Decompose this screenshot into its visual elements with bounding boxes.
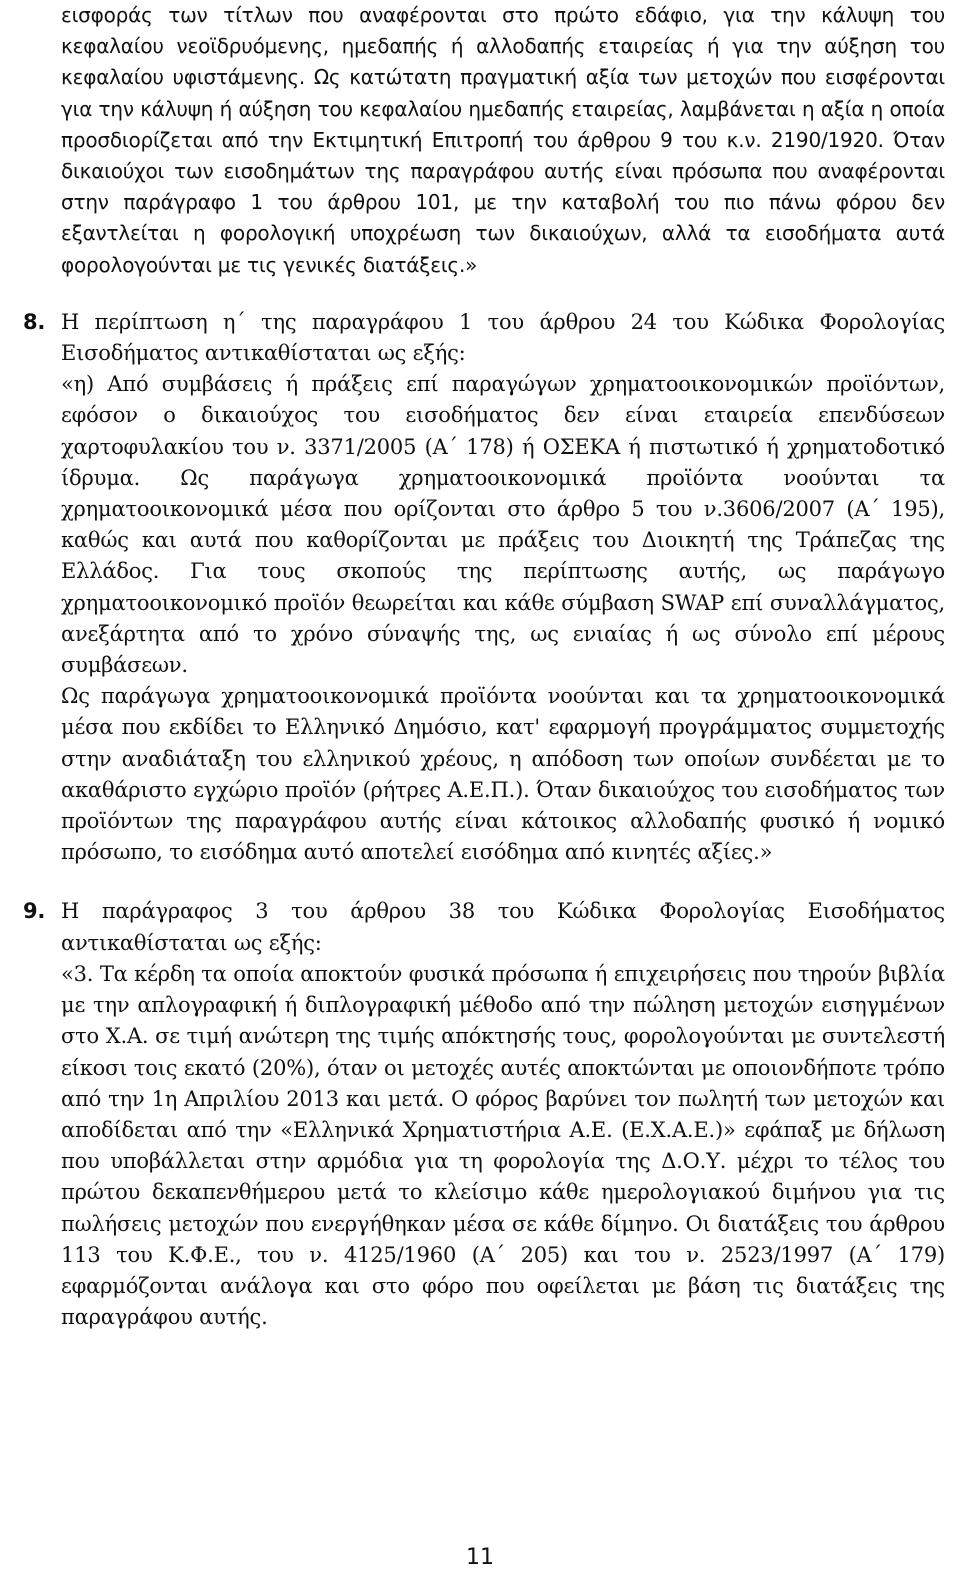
item-intro: Η περίπτωση η΄ της παραγράφου 1 του άρθρου 24 του Κώδικα Φορολογίας Εισοδήματος αντικαθίσταται ως εξής: (61, 309, 945, 366)
page-number: 11 (466, 1545, 494, 1570)
continued-paragraph (61, 0, 945, 281)
continued-paragraph-text: εισφοράς των τίτλων που αναφέρονται στο πρώτο εδάφιο, για την κάλυψη του κεφαλαίου νεοϊδρυόμενης, ημεδαπής ή αλλοδαπής εταιρείας ή για την αύξηση του κεφαλαίου υφιστάμενης. Ως κατώτατη πραγματική αξία των μετοχών που εισφέρονται για την κάλυψη ή αύξηση του κεφαλαίου ημεδαπής εταιρείας, λαμβάνεται η αξία η οποία προσδιορίζεται από την Εκτιμητική Επιτροπή του άρθρου 9 του κ.ν. 2190/1920. Όταν δικαιούχοι των εισοδημάτων της παραγράφου αυτής είναι πρόσωπα που αναφέρονται στην παράγραφο 1 του άρθρου 101, με την καταβολή του πιο πάνω φόρου δεν εξαντλείται η φορολογική υποχρέωση των δικαιούχων, αλλά τα εισοδήματα αυτά φορολογούνται με τις γενικές διατάξεις.» (61, 3, 945, 277)
page-body (23, 0, 945, 1333)
item-number: 9. (23, 899, 46, 924)
item-paragraph: «η) Από συμβάσεις ή πράξεις επί παραγώγων χρηματοοικονομικών προϊόντων, εφόσον ο δικαιούχος του εισοδήματος δεν είναι εταιρεία επενδύσεων χαρτοφυλακίου του ν. 3371/2005 (Α΄ 178) ή ΟΣΕΚΑ ή πιστωτικό ή χρηματοδοτικό ίδρυμα. Ως παράγωγα χρηματοοικονομικά προϊόντα νοούνται τα χρηματοοικονομικά μέσα που ορίζονται στο άρθρο 5 του ν.3606/2007 (Α΄ 195), καθώς και αυτά που καθορίζονται με πράξεις του Διοικητή της Τράπεζας της Ελλάδος. Για τους σκοπούς της περίπτωσης αυτής, ως παράγωγο χρηματοοικονομικό προϊόν θεωρείται και κάθε σύμβαση SWAP επί συναλλάγματος, ανεξάρτητα από το χρόνο σύναψής της, ως ενιαίας ή ως σύνολο επί μέρους συμβάσεων. (61, 372, 945, 678)
item-number: 8. (23, 309, 46, 334)
item-paragraph: «3. Τα κέρδη τα οποία αποκτούν φυσικά πρόσωπα ή επιχειρήσεις που τηρούν βιβλία με την απλογραφική ή διπλογραφική μέθοδο από την πώληση μετοχών εισηγμένων στο Χ.Α. σε τιμή ανώτερη της τιμής απόκτησής τους, φορολογούνται με συντελεστή είκοσι τοις εκατό (20%), όταν οι μετοχές αυτές αποκτώνται με οποιονδήποτε τρόπο από την 1η Απριλίου 2013 και μετά. Ο φόρος βαρύνει τον πωλητή των μετοχών και αποδίδεται από την «Ελληνικά Χρηματιστήρια Α.Ε. (Ε.Χ.Α.Ε.)» εφάπαξ με δήλωση που υποβάλλεται στην αρμόδια για τη φορολογία της Δ.Ο.Υ. μέχρι το τέλος του πρώτου δεκαπενθήμερου μετά το κλείσιμο κάθε ημερολογιακού διμήνου για τις πωλήσεις μετοχών που ενεργήθηκαν μέσα σε κάθε δίμηνο. Οι διατάξεις του άρθρου 113 του Κ.Φ.Ε., του ν. 4125/1960 (Α΄ 205) και του ν. 2523/1997 (Α΄ 179) εφαρμόζονται ανάλογα και στο φόρο που οφείλεται με βάση τις διατάξεις της παραγράφου αυτής. (61, 961, 945, 1330)
item-paragraph: Ως παράγωγα χρηματοοικονομικά προϊόντα νοούνται και τα χρηματοοικονομικά μέσα που εκδίδει το Ελληνικό Δημόσιο, κατ' εφαρμογή προγράμματος συμμετοχής στην αναδιάταξη του ελληνικού χρέους, η απόδοση των οποίων συνδέεται με το ακαθάριστο εγχώριο προϊόν (ρήτρες Α.Ε.Π.). Όταν δικαιούχος του εισοδήματος των προϊόντων της παραγράφου αυτής είναι κάτοικος αλλοδαπής φυσικό ή νομικό πρόσωπο, το εισόδημα αυτό αποτελεί εισόδημα από κινητές αξίες.» (61, 684, 945, 865)
item-intro: Η παράγραφος 3 του άρθρου 38 του Κώδικα Φορολογίας Εισοδήματος αντικαθίσταται ως εξής: (61, 899, 945, 955)
numbered-item-8 (23, 307, 945, 869)
numbered-item-9 (23, 896, 945, 1333)
